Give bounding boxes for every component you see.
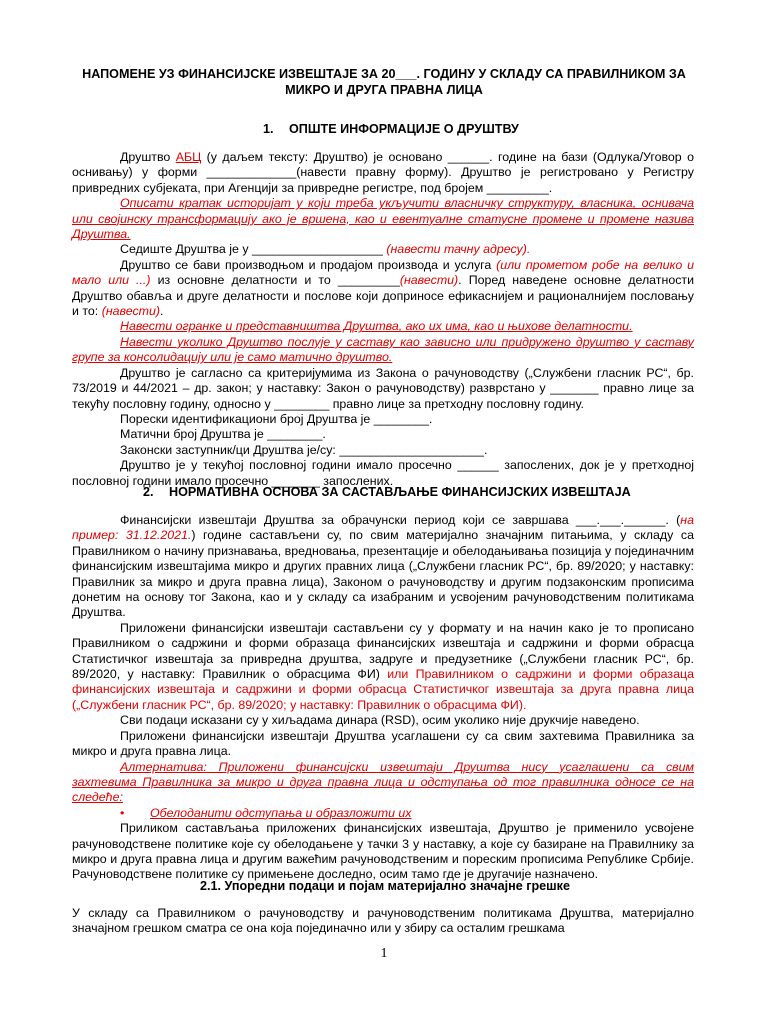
text: Друштво се бави производњом и продајом производа и услуга xyxy=(120,257,497,272)
text: Друштво xyxy=(120,150,176,164)
section-title: ОПШТЕ ИНФОРМАЦИЈЕ О ДРУШТВУ xyxy=(289,122,519,136)
instruction-text: (навести) xyxy=(101,304,161,319)
paragraph: Друштво је сагласно са критеријумима из Закона о рачуноводству („Службени гласник РС“, бр. 73/2019 и 44/2021 – др. закон; у наставку: Закон о рачуноводству) разврстано у _______ правно лице за текућу пословну годину, односно у ________ правно лице за претходну пословну годину. xyxy=(72,365,694,411)
paragraph xyxy=(72,150,694,196)
company-name: АБЦ xyxy=(175,150,202,164)
text: Седиште Друштва је у ___________________ xyxy=(120,242,387,257)
paragraph: Законски заступник/ци Друштва је/су: _____________________. xyxy=(120,442,488,457)
section-1-body xyxy=(72,150,694,489)
instruction-text: на пример: 31.12.2021. xyxy=(72,513,694,543)
text: из основне делатности и то _________ xyxy=(150,273,400,288)
instruction-text: Обелоданити одступања и образложити их xyxy=(150,805,412,820)
paragraph xyxy=(72,513,694,621)
instruction-text: (или прометом робе на велико и мало или ...) xyxy=(72,257,694,288)
paragraph: Приложени финансијски извештаји Друштва усаглашени су са свим захтевима Правилника за микро и друга правна лица. xyxy=(72,728,694,759)
section-title: НОРМАТИВНА ОСНОВА ЗА САСТАВЉАЊЕ ФИНАНСИЈСКИХ ИЗВЕШТАЈА xyxy=(169,485,631,499)
text: ) године састављени су, по свим материјално значајним питањима, у складу са Правилником о начину признавања, вредновања, презентације и обелодањивања позиција у појединачним финансијским извештајима микро и других правних лица („Службени гласник РС“, бр. 89/2020; у наставку: Правилник за микро и друга правна лица), Законом о рачуноводству и другим подзаконским прописима донетим на основу тог Закона, као и у складу са изабраним и усвојеним рачуноводственим политикама Друштва. xyxy=(72,528,694,620)
paragraph: Порески идентификациони број Друштва је ________. xyxy=(120,411,433,426)
list-item xyxy=(72,806,694,821)
document-title: НАПОМЕНЕ УЗ ФИНАНСИЈСКЕ ИЗВЕШТАЈЕ ЗА 20___. ГОДИНУ У СКЛАДУ СА ПРАВИЛНИКОМ ЗА МИКРО И ДРУГА ПРАВНА ЛИЦА xyxy=(82,67,686,97)
section-2-heading xyxy=(143,484,631,500)
text: Финансијски извештаји Друштва за обрачунски период који се завршава ___.___.______. ( xyxy=(120,513,681,527)
bullet-icon: • xyxy=(120,805,125,820)
paragraph: Сви подаци исказани су у хиљадама динара (RSD), осим уколико није друкчије наведено. xyxy=(120,713,640,728)
instruction-text: Описати кратак историјат у који треба укључити власничку структуру, власника, оснивача или својинску трансформацију ако је вршена, као и евентуалне статусне промене и промене назива Друштва. xyxy=(72,196,694,242)
paragraph xyxy=(72,258,694,320)
page-number: 1 xyxy=(380,946,388,961)
section-1-heading xyxy=(263,121,519,137)
instruction-text: (навести) xyxy=(399,273,459,288)
text: . Поред наведене основне делатности Друштво обавља и друге делатности и послове који доприносе ефикаснијем и рационалнијем пословању и то: xyxy=(72,273,695,319)
paragraph xyxy=(72,242,694,257)
instruction-text: Алтернатива: Приложени финансијски извештаји Друштва нису усаглашени са свим захтевима Правилника за микро и друга правна лица и одступања од тог правилника односе се на следеће: xyxy=(72,759,694,805)
section-2-1-heading: 2.1. Упоредни подаци и појам материјално значајне грешке xyxy=(200,879,570,893)
paragraph: Матични број Друштва је ________. xyxy=(120,427,326,442)
section-number: 1. xyxy=(263,122,274,136)
instruction-text: Навести огранке и представништва Друштва, ако их има, као и њихове делатности. xyxy=(120,319,633,334)
text: (у даљем тексту: Друштво) је основано ______. године на бази (Одлука/Уговор о оснивању) у форми _____________(навести правну форму). Друштво је регистровано у Регистру привредних субјеката, при Агенцији за привредне регистре, под бројем _________. xyxy=(72,150,695,195)
paragraph: Приликом састављања приложених финансијских извештаја, Друштво је применило усвојене рачуноводствене политике које су обелодањене у тачки 3 у наставку, а које су базиране на Правилнику за микро и друга правна лица и другим важећим рачуноводственим и пореским прописима Републике Србије. Рачуноводствене политике су примењене доследно, осим тамо где је другачије назначено. xyxy=(72,821,694,882)
instruction-text: (навести тачну адресу). xyxy=(386,242,531,257)
section-2-body xyxy=(72,513,694,883)
text: Приложени финансијски извештаји састављени су у формату и на начин како је то прописано Правилником о садржини и форми образаца финансијских извештаја и садржини и форми обрасца Статистичког извештаја за привредна друштва, задруге и предузетнике („Службени гласник РС“, бр. 89/2020, у наставку: Правилник о обрасцима ФИ) xyxy=(72,620,694,682)
section-number: 2. xyxy=(143,485,154,499)
section-2-1-body xyxy=(72,906,694,937)
instruction-text: Навести уколико Друштво послује у саставу као зависно или придружено друштво у саставу групе за консолидацију или је само матично друштво. xyxy=(72,334,694,365)
paragraph: Друштво је у текућој пословној години имало просечно ______ запослених, док је у претходној пословној години имало просечно _______ запослених. xyxy=(72,458,694,488)
text: . xyxy=(160,304,164,319)
paragraph xyxy=(72,621,694,713)
paragraph: У складу са Правилником о рачуноводству и рачуноводственим политикама Друштва, материјално значајном грешком сматра се она која појединачно или у збиру са осталим грешкама xyxy=(72,906,694,936)
alternative-text: или Правилником о садржини и форми образаца финансијских извештаја и садржини и форми обрасца Статистичког извештаја за друга правна лица („Службени гласник РС“, бр. 89/2020; у наставку: Правилник о обрасцима ФИ). xyxy=(72,667,694,712)
